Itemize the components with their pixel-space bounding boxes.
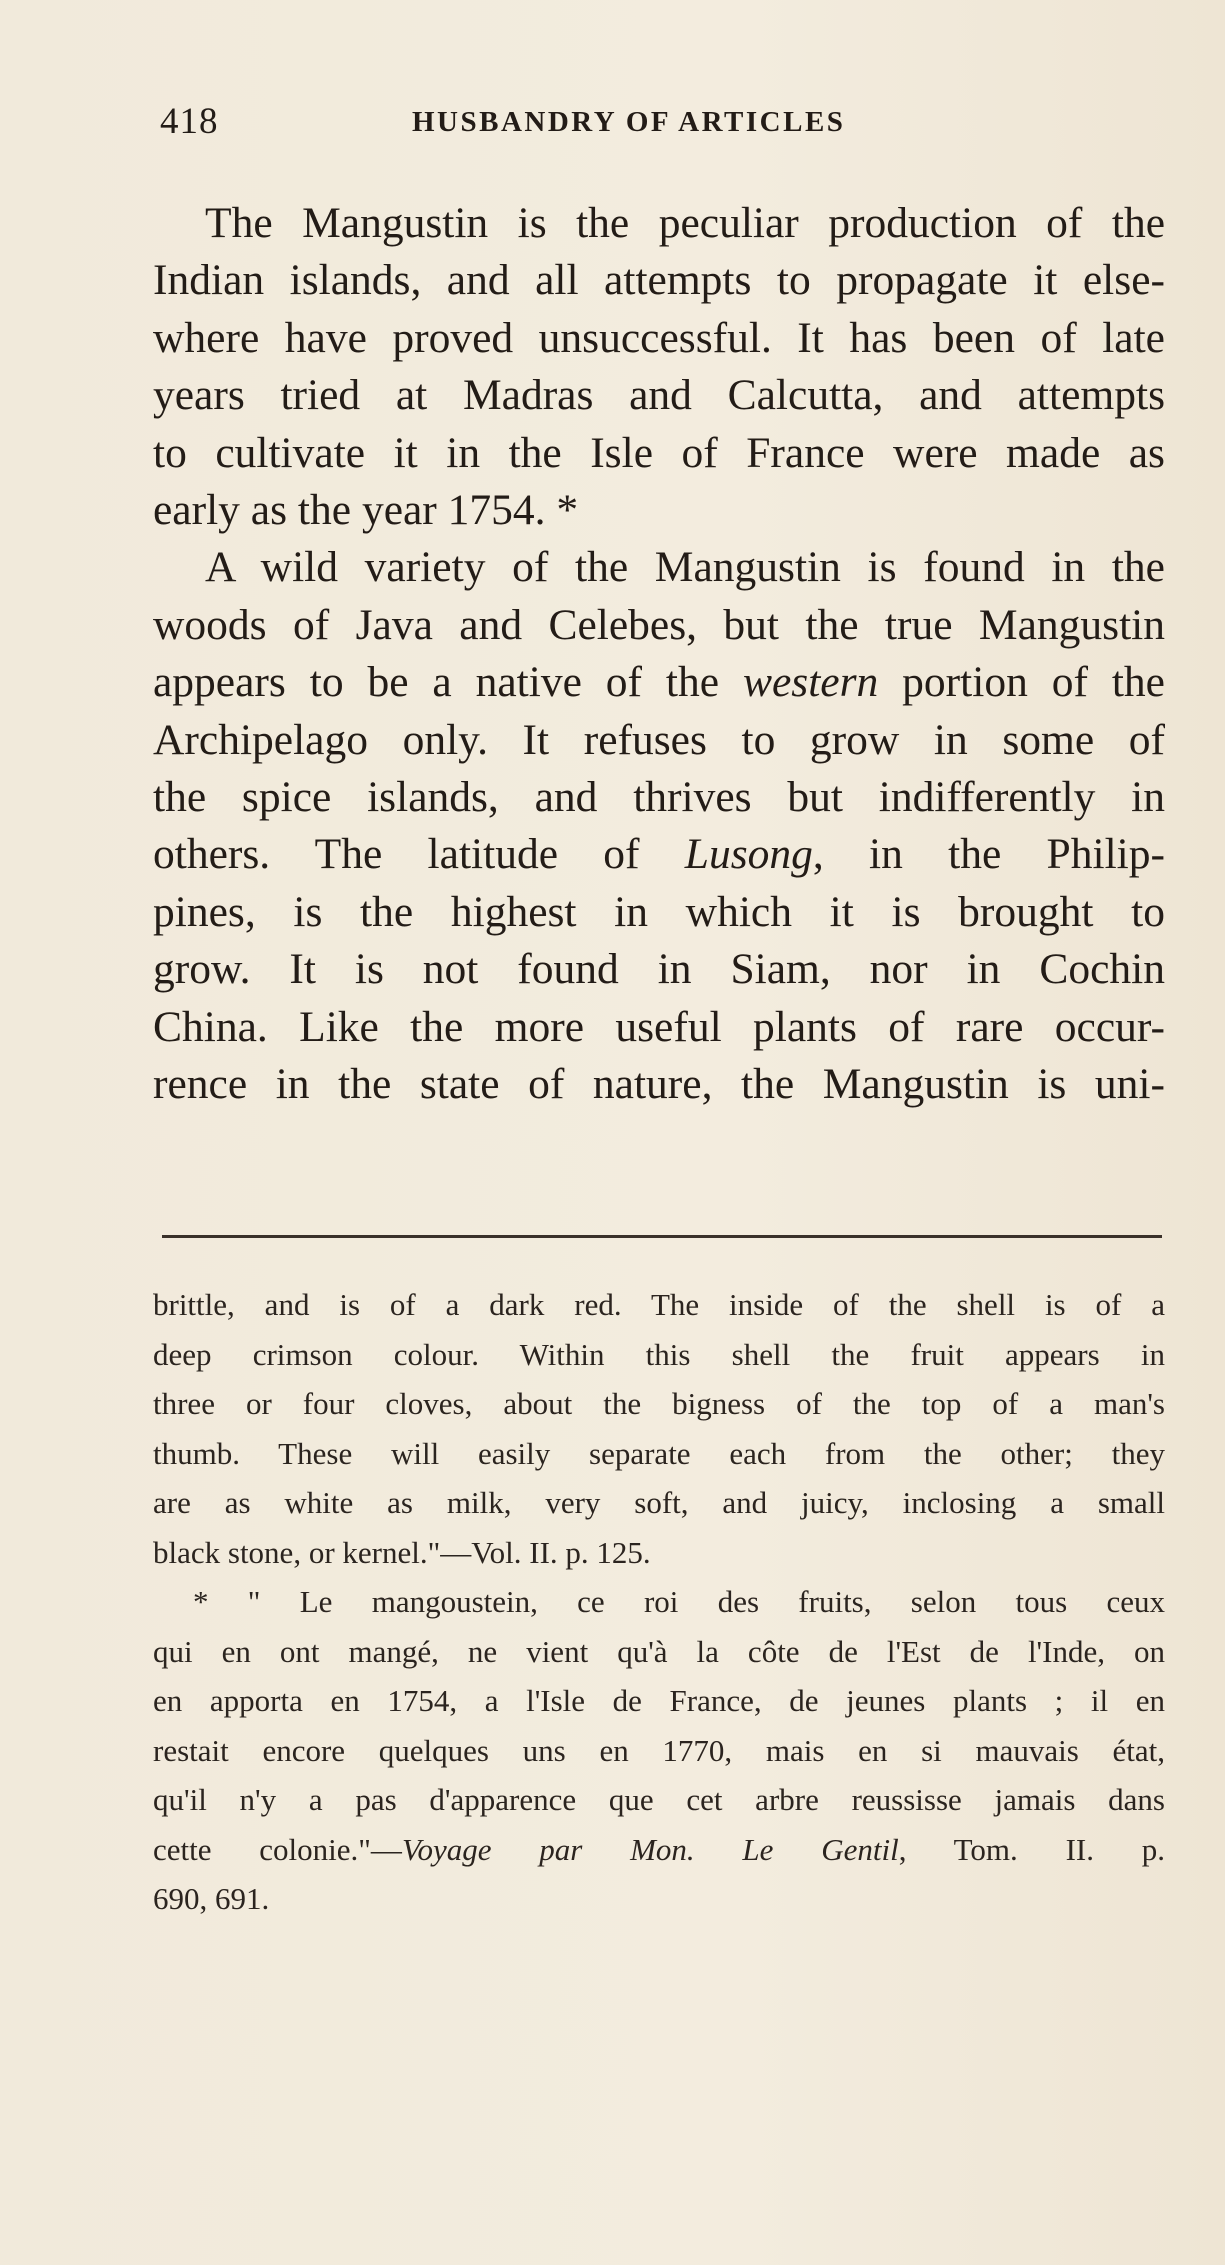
main-text bbox=[153, 195, 1165, 1114]
text-segment: appears to be a native of the bbox=[153, 658, 743, 707]
footnote-line: * " Le mangoustein, ce roi des fruits, selon tous ceux bbox=[193, 1584, 1165, 1619]
paragraph-1 bbox=[153, 195, 1165, 539]
text-line: rence in the state of nature, the Mangustin is uni- bbox=[153, 1060, 1165, 1109]
footnote-line: 690, 691. bbox=[153, 1881, 270, 1916]
text-line: A wild variety of the Mangustin is found in the bbox=[205, 543, 1165, 592]
text-line: where have proved unsuccessful. It has been of late bbox=[153, 313, 1165, 362]
footnote-rule bbox=[162, 1235, 1162, 1238]
text-segment: , Tom. II. p. bbox=[898, 1831, 1165, 1867]
text-line: early as the year 1754. * bbox=[153, 486, 579, 535]
italic-term-lusong: Lusong bbox=[684, 830, 813, 879]
footnote-line: en apporta en 1754, a l'Isle de France, de jeunes plants ; il en bbox=[153, 1683, 1165, 1718]
footnote-continued bbox=[153, 1280, 1165, 1577]
text-line bbox=[153, 826, 1165, 883]
text-line: to cultivate it in the Isle of France were made as bbox=[153, 428, 1165, 477]
text-line: years tried at Madras and Calcutta, and attempts bbox=[153, 371, 1165, 420]
footnote-line: qui en ont mangé, ne vient qu'à la côte de l'Est de l'Inde, on bbox=[153, 1633, 1165, 1669]
text-line: China. Like the more useful plants of rare occur- bbox=[153, 1002, 1165, 1051]
running-head bbox=[160, 100, 1160, 150]
footnote-line: deep crimson colour. Within this shell the fruit appears in bbox=[153, 1336, 1165, 1372]
text-segment: portion of the bbox=[878, 658, 1165, 707]
text-line: Archipelago only. It refuses to grow in some of bbox=[153, 715, 1165, 764]
text-line: woods of Java and Celebes, but the true Mangustin bbox=[153, 600, 1165, 649]
footnote-line: black stone, or kernel."—Vol. II. p. 125. bbox=[153, 1534, 651, 1570]
text-line: grow. It is not found in Siam, nor in Cochin bbox=[153, 945, 1165, 994]
footnote-line: thumb. These will easily separate each from the other; they bbox=[153, 1435, 1165, 1471]
footnote-line: restait encore quelques uns en 1770, mais en si mauvais état, bbox=[153, 1732, 1165, 1768]
footnote-line: three or four cloves, about the bigness of the top of a man's bbox=[153, 1386, 1165, 1421]
paragraph-2 bbox=[153, 539, 1165, 1113]
text-segment: cette colonie."— bbox=[153, 1831, 402, 1867]
text-line: Indian islands, and all attempts to propagate it else- bbox=[153, 256, 1165, 305]
text-segment: , in the Philip- bbox=[812, 830, 1165, 879]
footnote-line: are as white as milk, very soft, and juicy, inclosing a small bbox=[153, 1485, 1165, 1520]
text-line: The Mangustin is the peculiar production of the bbox=[205, 199, 1165, 247]
text-line bbox=[153, 654, 1165, 711]
running-title: HUSBANDRY OF ARTICLES bbox=[412, 106, 846, 138]
italic-term-western: western bbox=[742, 658, 879, 707]
text-segment: others. The latitude of bbox=[153, 830, 685, 879]
footnote-line: qu'il n'y a pas d'apparence que cet arbre reussisse jamais dans bbox=[153, 1782, 1165, 1817]
footnote-line: brittle, and is of a dark red. The inside of the shell is of a bbox=[153, 1287, 1165, 1322]
text-line: pines, is the highest in which it is brought to bbox=[153, 887, 1165, 936]
italic-citation: Voyage par Mon. Le Gentil bbox=[401, 1831, 899, 1867]
footnotes bbox=[153, 1280, 1165, 1924]
footnote-line bbox=[153, 1825, 1165, 1875]
footnote-star bbox=[153, 1577, 1165, 1924]
text-line: the spice islands, and thrives but indifferently in bbox=[153, 773, 1165, 822]
page-number: 418 bbox=[160, 101, 219, 142]
